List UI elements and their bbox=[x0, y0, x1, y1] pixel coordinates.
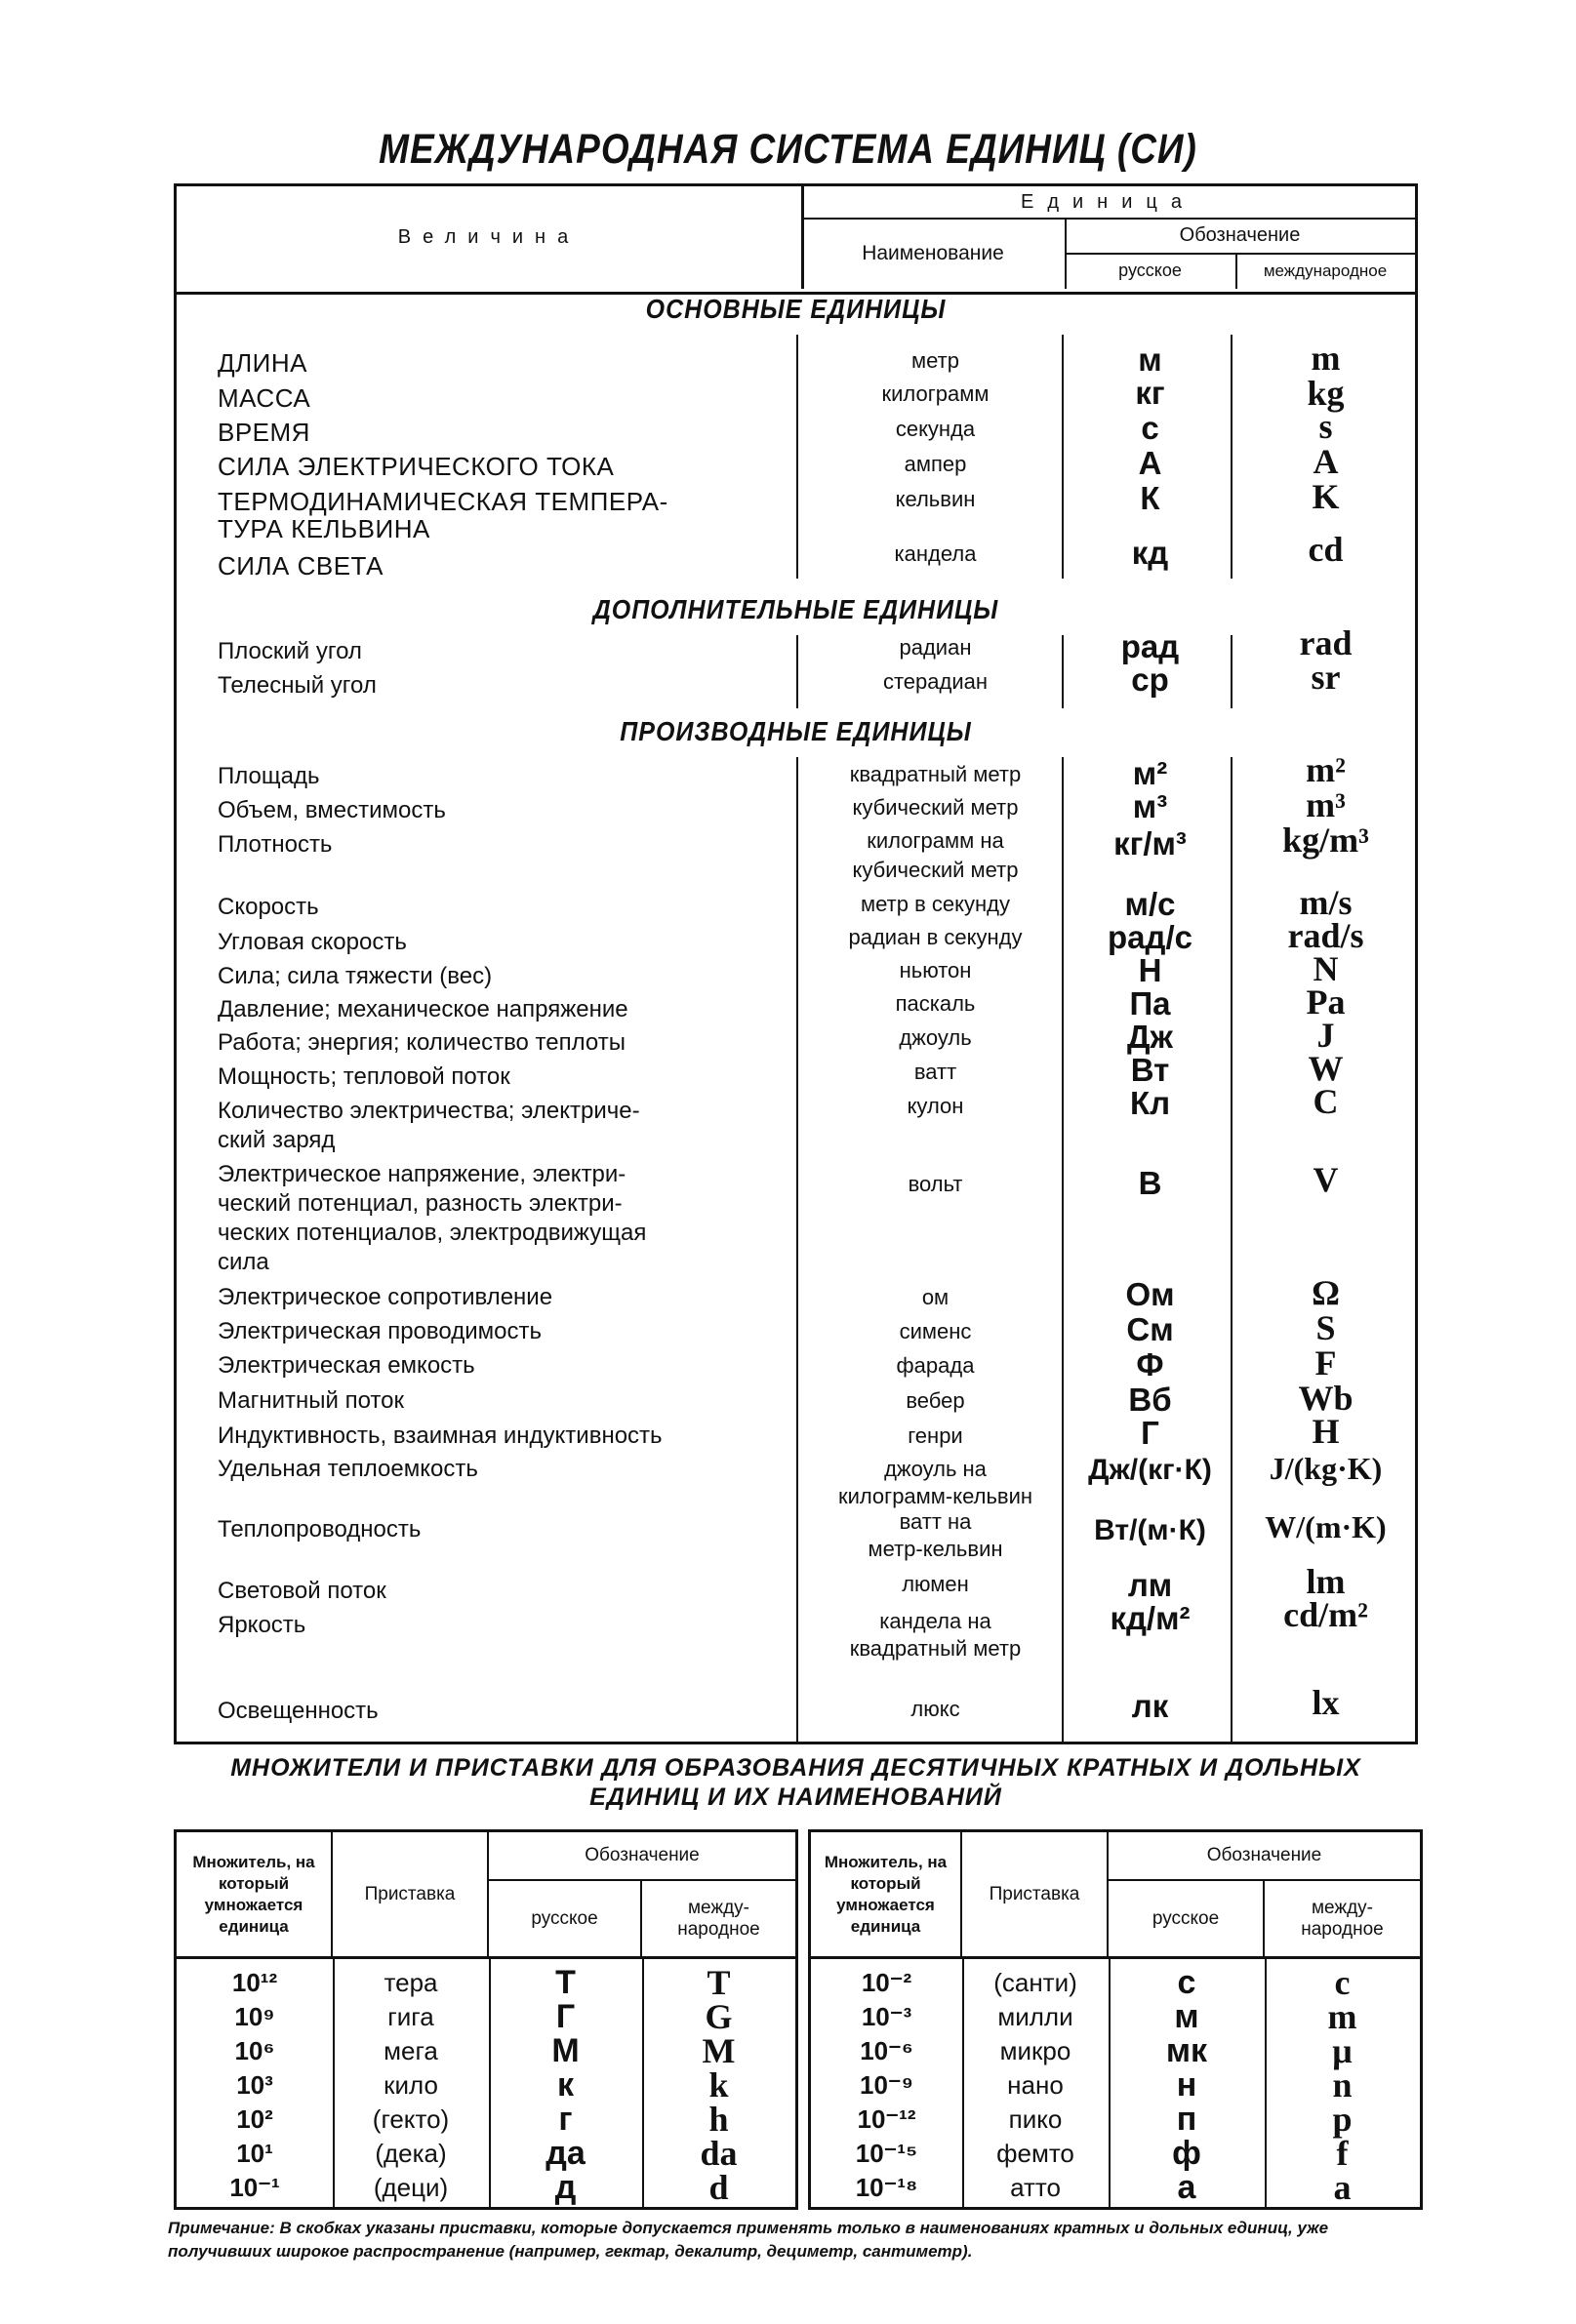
symbol-ru: м/с bbox=[1124, 886, 1176, 922]
symbol-ru: Вб bbox=[1128, 1382, 1172, 1418]
symbol-intl: k bbox=[708, 2065, 729, 2104]
table-row bbox=[811, 2033, 1420, 2068]
prefix: (дека) bbox=[375, 2139, 447, 2168]
unit-name: кандела на bbox=[879, 1609, 991, 1633]
quantity: Электрическое напряжение, электри- bbox=[218, 1161, 626, 1187]
quantity: Освещенность bbox=[218, 1698, 379, 1724]
symbol-ru: н bbox=[1176, 2066, 1197, 2104]
header-russian: русское bbox=[1109, 1881, 1265, 1959]
unit-name-cont: квадратный метр bbox=[849, 1636, 1022, 1661]
prefix: мега bbox=[384, 2036, 438, 2065]
symbol-intl: lx bbox=[1312, 1683, 1340, 1722]
quantity: Сила; сила тяжести (вес) bbox=[218, 963, 493, 989]
header-international: между-народное bbox=[1265, 1881, 1420, 1959]
symbol-intl: f bbox=[1336, 2134, 1349, 2173]
symbol-intl: m³ bbox=[1306, 785, 1346, 824]
quantity: Индуктивность, взаимная индуктивность bbox=[218, 1422, 663, 1449]
symbol-intl: W/(m·K) bbox=[1265, 1509, 1387, 1544]
unit-name: радиан bbox=[899, 635, 972, 660]
prefix: фемто bbox=[996, 2139, 1074, 2168]
symbol-intl: V bbox=[1313, 1160, 1339, 1199]
symbol-intl: cd/m² bbox=[1283, 1595, 1368, 1634]
symbol-ru: а bbox=[1177, 2169, 1196, 2206]
symbol-intl: S bbox=[1315, 1308, 1336, 1347]
quantity: Электрическая проводимость bbox=[218, 1318, 542, 1344]
unit-name: джоуль bbox=[899, 1025, 972, 1050]
symbol-ru: с bbox=[1177, 1964, 1196, 2001]
header-prefix: Приставка bbox=[962, 1832, 1109, 1959]
symbol-ru: лк bbox=[1131, 1688, 1169, 1724]
quantity: ТЕРМОДИНАМИЧЕСКАЯ ТЕМПЕРА- bbox=[218, 487, 668, 516]
symbol-ru: Ф bbox=[1136, 1346, 1164, 1382]
table-row bbox=[177, 1999, 795, 2034]
header-quantity: Величина bbox=[177, 186, 804, 289]
quantity-cont: ТУРА КЕЛЬВИНА bbox=[218, 514, 430, 543]
symbol-intl: W bbox=[1308, 1049, 1344, 1088]
symbol-intl: lm bbox=[1306, 1562, 1346, 1601]
symbol-intl: Wb bbox=[1298, 1379, 1354, 1418]
unit-name: кандела bbox=[894, 541, 977, 566]
unit-name: паскаль bbox=[895, 991, 976, 1016]
symbol-intl: F bbox=[1314, 1343, 1337, 1382]
symbol-intl: K bbox=[1312, 477, 1340, 516]
unit-name: килограмм bbox=[881, 381, 990, 406]
unit-name: метр bbox=[911, 348, 959, 373]
symbol-ru: Н bbox=[1138, 952, 1162, 988]
multiplier: 10⁻² bbox=[861, 1968, 912, 1997]
prefix: пико bbox=[1008, 2104, 1063, 2134]
symbol-ru: Кл bbox=[1129, 1085, 1171, 1121]
symbol-ru: Г bbox=[555, 1998, 576, 2035]
table-row bbox=[811, 1965, 1420, 2000]
symbol-intl: T bbox=[707, 1963, 731, 2002]
multiplier: 10² bbox=[236, 2104, 273, 2134]
symbol-intl: sr bbox=[1311, 658, 1341, 697]
symbol-intl: d bbox=[708, 2168, 729, 2207]
quantity: Световой поток bbox=[218, 1578, 386, 1604]
symbol-ru: п bbox=[1176, 2101, 1197, 2138]
multiplier: 10⁹ bbox=[234, 2002, 275, 2031]
multiplier: 10⁻¹² bbox=[857, 2104, 916, 2134]
symbol-ru: лм bbox=[1127, 1567, 1173, 1603]
prefix: (санти) bbox=[993, 1968, 1077, 1997]
symbol-intl: μ bbox=[1332, 2031, 1353, 2070]
col-divider bbox=[796, 757, 798, 1743]
symbol-ru: м bbox=[1174, 1998, 1199, 2035]
table-header bbox=[177, 186, 1415, 295]
quantity: Количество электричества; электриче- bbox=[218, 1098, 640, 1124]
unit-name: вебер bbox=[906, 1388, 965, 1413]
prefix-table-right bbox=[808, 1829, 1423, 2210]
quantity: Давление; механическое напряжение bbox=[218, 996, 628, 1022]
symbol-intl: m bbox=[1327, 1997, 1357, 2036]
symbol-intl: m bbox=[1311, 339, 1341, 378]
quantity: СИЛА ЭЛЕКТРИЧЕСКОГО ТОКА bbox=[218, 452, 615, 481]
symbol-ru: рад bbox=[1120, 628, 1180, 664]
unit-name: радиан в секунду bbox=[848, 925, 1023, 949]
multiplier: 10³ bbox=[236, 2070, 273, 2100]
multiplier: 10⁻¹ bbox=[229, 2173, 280, 2202]
multiplier: 10⁻¹⁸ bbox=[855, 2173, 918, 2202]
col-divider bbox=[796, 635, 798, 708]
section-supplementary: ДОПОЛНИТЕЛЬНЫЕ ЕДИНИЦЫ bbox=[592, 594, 999, 625]
table-row bbox=[811, 2067, 1420, 2103]
symbol-intl: rad/s bbox=[1287, 916, 1364, 955]
prefix: (деци) bbox=[373, 2173, 449, 2202]
quantity: Удельная теплоемкость bbox=[218, 1456, 478, 1482]
unit-name: джоуль на bbox=[884, 1457, 987, 1481]
table-row bbox=[177, 2102, 795, 2137]
symbol-intl: A bbox=[1313, 442, 1339, 481]
symbol-ru: Дж bbox=[1127, 1019, 1173, 1055]
prefix: (гекто) bbox=[372, 2104, 450, 2134]
symbol-ru: Ом bbox=[1125, 1276, 1175, 1312]
unit-name: ватт на bbox=[899, 1509, 972, 1534]
symbol-intl: kg/m³ bbox=[1282, 821, 1369, 860]
unit-name: кубический метр bbox=[852, 795, 1019, 820]
quantity: Теплопроводность bbox=[218, 1516, 422, 1543]
symbol-ru: д bbox=[554, 2169, 577, 2206]
symbol-ru: м² bbox=[1132, 755, 1168, 791]
section-derived: ПРОИЗВОДНЫЕ ЕДИНИЦЫ bbox=[620, 716, 972, 747]
quantity: Площадь bbox=[218, 763, 320, 789]
symbol-intl: m² bbox=[1306, 750, 1346, 789]
table-row bbox=[811, 2170, 1420, 2205]
section-base: ОСНОВНЫЕ ЕДИНИЦЫ bbox=[645, 294, 947, 325]
quantity: ДЛИНА bbox=[218, 348, 307, 378]
symbol-intl: M bbox=[702, 2031, 736, 2070]
unit-name: ньютон bbox=[899, 958, 972, 982]
symbol-intl: cd bbox=[1308, 530, 1344, 569]
symbol-intl: J bbox=[1316, 1016, 1335, 1055]
symbol-ru: Т bbox=[555, 1964, 576, 2001]
unit-name: люмен bbox=[902, 1572, 969, 1596]
quantity-cont: сила bbox=[218, 1249, 269, 1275]
symbol-ru: кг bbox=[1135, 375, 1165, 411]
symbol-intl: m/s bbox=[1299, 883, 1353, 922]
unit-name: метр в секунду bbox=[861, 892, 1010, 916]
symbol-intl: n bbox=[1332, 2065, 1353, 2104]
col-divider bbox=[796, 335, 798, 579]
prefix-table-left bbox=[174, 1829, 798, 2210]
quantity: Электрическая емкость bbox=[218, 1352, 475, 1379]
symbol-ru: К bbox=[1140, 480, 1160, 516]
table-row bbox=[177, 2170, 795, 2205]
header-russian: русское bbox=[1065, 253, 1237, 289]
multiplier: 10⁻⁹ bbox=[860, 2070, 913, 2100]
quantity: Скорость bbox=[218, 894, 319, 920]
symbol-intl: p bbox=[1332, 2100, 1353, 2139]
table-row bbox=[811, 2102, 1420, 2137]
quantity: Работа; энергия; количество теплоты bbox=[218, 1029, 626, 1056]
symbol-intl: kg bbox=[1307, 374, 1345, 413]
symbol-intl: H bbox=[1312, 1412, 1340, 1451]
quantity-cont: ческих потенциалов, электродвижущая bbox=[218, 1220, 647, 1246]
header-prefix: Приставка bbox=[333, 1832, 489, 1959]
symbol-ru: рад/с bbox=[1108, 919, 1192, 955]
quantity: СИЛА СВЕТА bbox=[218, 551, 384, 581]
unit-name-cont: кубический метр bbox=[852, 858, 1019, 882]
multiplier: 10⁶ bbox=[234, 2036, 275, 2065]
quantity-cont: ский заряд bbox=[218, 1127, 336, 1153]
header-unit: Единица bbox=[801, 186, 1415, 220]
symbol-intl: da bbox=[700, 2134, 738, 2173]
unit-name: кулон bbox=[907, 1094, 964, 1118]
quantity: Телесный угол bbox=[218, 672, 377, 699]
symbol-intl: G bbox=[705, 1997, 733, 2036]
quantity: Объем, вместимость bbox=[218, 797, 446, 823]
prefix: кило bbox=[384, 2070, 438, 2100]
symbol-ru: А bbox=[1138, 445, 1162, 481]
symbol-ru: м bbox=[1138, 341, 1162, 378]
page-title: МЕЖДУНАРОДНАЯ СИСТЕМА ЕДИНИЦ (СИ) bbox=[379, 125, 1197, 172]
table-row bbox=[177, 2033, 795, 2068]
footnote: Примечание: В скобках указаны приставки, которые допускается применять только в наименованиях кратных и дольных единиц, уже получивших широкое распространение (например, гектар, декалитр, дециметр, сантиметр). bbox=[168, 2219, 1329, 2261]
unit-name-cont: метр-кельвин bbox=[868, 1537, 1003, 1561]
unit-name: вольт bbox=[908, 1172, 963, 1196]
symbol-intl: Pa bbox=[1306, 982, 1346, 1022]
quantity: Мощность; тепловой поток bbox=[218, 1063, 510, 1090]
symbol-ru: Дж/(кг·К) bbox=[1088, 1454, 1212, 1486]
quantity: Плоский угол bbox=[218, 638, 362, 664]
unit-name: сименс bbox=[899, 1319, 972, 1343]
symbol-intl: rad bbox=[1299, 623, 1353, 662]
unit-name: секунда bbox=[895, 417, 976, 441]
multipliers-title: МНОЖИТЕЛИ И ПРИСТАВКИ ДЛЯ ОБРАЗОВАНИЯ ДЕСЯТИЧНЫХ КРАТНЫХ И ДОЛЬНЫХ ЕДИНИЦ И ИХ НАИМЕНОВАНИЙ bbox=[230, 1754, 1361, 1811]
prefix: нано bbox=[1007, 2070, 1064, 2100]
header-russian: русское bbox=[489, 1881, 642, 1959]
symbol-ru: кд/м² bbox=[1110, 1600, 1191, 1636]
unit-name: кельвин bbox=[895, 487, 976, 511]
quantity-cont: ческий потенциал, разность электри- bbox=[218, 1190, 623, 1217]
header-designation: Обозначение bbox=[1065, 218, 1415, 255]
prefix: тера bbox=[384, 1968, 438, 1997]
header-multiplier: Множитель, на который умножается единица bbox=[811, 1832, 962, 1959]
header-international: международное bbox=[1263, 261, 1388, 280]
symbol-intl: h bbox=[708, 2100, 729, 2139]
si-units-table bbox=[174, 183, 1418, 1744]
quantity: Яркость bbox=[218, 1612, 306, 1638]
symbol-ru: кг/м³ bbox=[1113, 825, 1187, 861]
header-multiplier: Множитель, на который умножается единица bbox=[177, 1832, 333, 1959]
header-name: Наименование bbox=[801, 218, 1067, 289]
header-designation: Обозначение bbox=[1109, 1832, 1420, 1881]
symbol-ru: да bbox=[546, 2135, 586, 2172]
prefix: атто bbox=[1010, 2173, 1061, 2202]
quantity: Электрическое сопротивление bbox=[218, 1284, 553, 1310]
symbol-ru: В bbox=[1138, 1165, 1162, 1201]
unit-name-cont: килограмм-кельвин bbox=[837, 1484, 1033, 1508]
unit-name: ватт bbox=[913, 1060, 957, 1084]
header-designation: Обозначение bbox=[489, 1832, 795, 1881]
table-row bbox=[177, 2136, 795, 2171]
symbol-ru: Вт/(м·К) bbox=[1094, 1514, 1206, 1546]
symbol-intl: a bbox=[1333, 2168, 1352, 2207]
symbol-ru: мк bbox=[1165, 2032, 1208, 2069]
quantity: ВРЕМЯ bbox=[218, 418, 310, 447]
unit-name: стерадиан bbox=[882, 669, 989, 694]
unit-name: генри bbox=[908, 1423, 963, 1448]
symbol-ru: ф bbox=[1172, 2135, 1201, 2172]
symbol-ru: ср bbox=[1131, 661, 1169, 698]
symbol-intl: C bbox=[1313, 1082, 1339, 1121]
table-row bbox=[811, 1999, 1420, 2034]
unit-name: квадратный метр bbox=[849, 762, 1022, 786]
unit-name: ампер bbox=[904, 452, 967, 476]
quantity: Угловая скорость bbox=[218, 929, 407, 955]
symbol-ru: См bbox=[1126, 1311, 1174, 1347]
symbol-intl: N bbox=[1313, 949, 1339, 988]
quantity: Плотность bbox=[218, 831, 333, 858]
symbol-ru: Вт bbox=[1130, 1052, 1170, 1088]
unit-name: фарада bbox=[896, 1353, 975, 1378]
quantity: Магнитный поток bbox=[218, 1387, 404, 1414]
table-row bbox=[177, 2067, 795, 2103]
multiplier: 10¹² bbox=[231, 1968, 278, 1997]
symbol-ru: Г bbox=[1141, 1415, 1159, 1451]
multiplier: 10⁻⁶ bbox=[860, 2036, 913, 2065]
quantity: МАССА bbox=[218, 383, 311, 413]
symbol-intl: c bbox=[1334, 1963, 1351, 2002]
multiplier: 10⁻³ bbox=[861, 2002, 912, 2031]
symbol-ru: М bbox=[551, 2032, 580, 2069]
table-row bbox=[177, 1965, 795, 2000]
symbol-intl: s bbox=[1318, 407, 1333, 446]
unit-name: люкс bbox=[910, 1697, 960, 1721]
prefix: микро bbox=[999, 2036, 1071, 2065]
symbol-ru: Па bbox=[1129, 985, 1171, 1022]
symbol-ru: с bbox=[1141, 410, 1159, 446]
prefix: гига bbox=[387, 2002, 434, 2031]
symbol-intl: Ω bbox=[1312, 1273, 1340, 1312]
prefix: милли bbox=[997, 2002, 1073, 2031]
multiplier: 10¹ bbox=[236, 2139, 273, 2168]
multiplier: 10⁻¹⁵ bbox=[855, 2139, 918, 2168]
symbol-intl: J/(kg·K) bbox=[1269, 1451, 1383, 1486]
unit-name: килограмм на bbox=[867, 828, 1004, 853]
header-international: между-народное bbox=[642, 1881, 795, 1959]
table-row bbox=[811, 2136, 1420, 2171]
symbol-ru: кд bbox=[1131, 535, 1169, 571]
symbol-ru: м³ bbox=[1132, 788, 1168, 824]
symbol-ru: г bbox=[558, 2101, 573, 2138]
unit-name: ом bbox=[921, 1285, 950, 1309]
symbol-ru: к bbox=[556, 2066, 575, 2104]
